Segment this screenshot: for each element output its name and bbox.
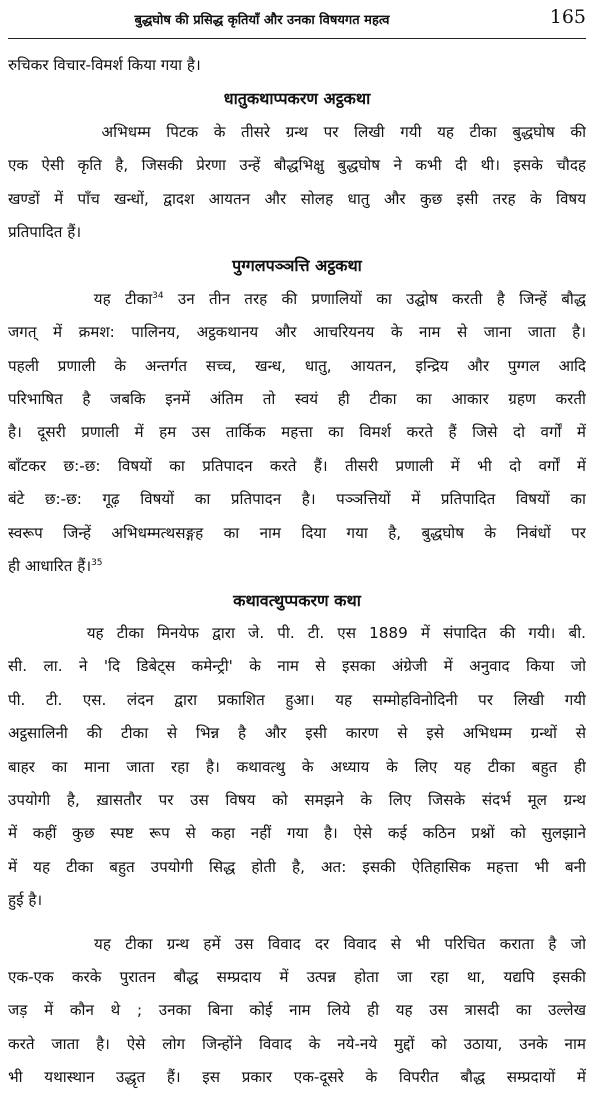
text-line: में कहीं कुछ स्पष्ट रूप से कहा नहीं गया है। ऐसे कई कठिन प्रश्नों को सुलझाने <box>8 824 586 843</box>
running-header-title: बुद्धघोष की प्रसिद्ध कृतियाँ और उनका विषयगत महत्व <box>134 13 390 28</box>
text-line: अभिधम्म पिटक के तीसरे ग्रन्थ पर लिखी गयी यह टीका बुद्धघोष की <box>8 122 586 141</box>
text-line: यह टीका ग्रन्थ हमें उस विवाद दर विवाद से भी परिचित कराता है जो <box>8 934 586 953</box>
footnote-marker: 35 <box>91 558 103 569</box>
text-line: जड़ में कौन थे ; उनका बिना कोई नाम लिये ही यह उस त्रासदी का उल्लेख <box>8 1001 586 1020</box>
text-line-part: यह टीका <box>8 289 153 308</box>
text-line: उपयोगी है, ख़ासतौर पर उस विषय को समझने के लिए जिसके संदर्भ मूल ग्रन्थ <box>8 790 586 809</box>
text-line: अट्ठसालिनी की टीका से भिन्न है और इसी कारण से इसे अभिधम्म ग्रन्थों से <box>8 724 586 743</box>
text-line: करते जाता है। ऐसे लोग जिन्होंने विवाद के नये-नये मुद्दों को उठाया, उनके नाम <box>8 1034 586 1053</box>
text-line: है। दूसरी प्रणाली में हम उस तार्किक महत्ता का विमर्श करते हैं जिसे दो वर्गों में <box>8 423 586 442</box>
running-header <box>8 0 586 39</box>
text-line: एक ऐसी कृति है, जिसकी प्रेरणा उन्हें बौद्धभिक्षु बुद्धघोष ने कभी दी थी। इसके चौदह <box>8 156 586 175</box>
text-line: भी यथास्थान उद्धृत हैं। इस प्रकार एक-दूसरे के विपरीत बौद्ध सम्प्रदायों में <box>8 1068 586 1087</box>
text-line: रुचिकर विचार-विमर्श किया गया है। <box>8 56 201 74</box>
text-line: हुई है। <box>8 891 43 910</box>
page-body <box>8 39 586 1095</box>
text-line: खण्डों में पाँच खन्धों, द्वादश आयतन और सोलह धातु और कुछ इसी तरह के विषय <box>8 189 586 208</box>
text-line <box>8 283 586 316</box>
paragraph-gap <box>8 918 586 928</box>
text-line: पी. टी. एस. लंदन द्वारा प्रकाशित हुआ। यह सम्मोहविनोदिनी पर लिखी गयी <box>8 690 586 709</box>
text-line-part: ही आधारित हैं। <box>8 557 92 576</box>
section-heading: पुग्गलपञ्ञत्ति अट्ठकथा <box>232 256 362 276</box>
text-line-part: उन तीन तरह की प्रणालियों का उद्घोष करती है जिन्हें बौद्ध <box>163 289 586 308</box>
section-heading: धातुकथाप्पकरण अट्ठकथा <box>223 89 371 109</box>
text-line: बाँटकर छ:-छ: विषयों का प्रतिपादन करते हैं। तीसरी प्रणाली में भी दो वर्गों में <box>8 456 586 475</box>
section-heading: कथावत्थुप्पकरण कथा <box>233 590 361 610</box>
text-line: बंटे छ:-छ: गूढ़ विषयों का प्रतिपादन है। पञ्ञत्तियों में प्रतिपादित विषयों का <box>8 490 586 509</box>
text-line: स्वरूप जिन्हें अभिधम्मत्थसङ्गह का नाम दिया गया है, बुद्धघोष के निबंधों पर <box>8 523 586 542</box>
text-line: प्रतिपादित हैं। <box>8 223 82 242</box>
text-line: जगत् में क्रमश: पालिनय, अट्ठकथानय और आचरियनय के नाम से जाना जाता है। <box>8 323 586 342</box>
text-line: परिभाषित है जबकि इनमें अंतिम तो स्वयं ही टीका का आकार ग्रहण करती <box>8 390 586 409</box>
text-line: बाहर का माना जाता रहा है। कथावत्थु के अध्याय के लिए यह टीका बहुत ही <box>8 757 586 776</box>
text-line: में यह टीका बहुत उपयोगी सिद्ध होती है, अत: इसकी ऐतिहासिक महत्ता भी बनी <box>8 857 586 876</box>
text-line: यह टीका मिनयेफ द्वारा जे. पी. टी. एस 1889 में संपादित की गयी। बी. <box>8 623 586 642</box>
text-line <box>8 550 586 583</box>
text-line: पहली प्रणाली के अन्तर्गत सच्च, खन्ध, धातु, आयतन, इन्द्रिय और पुग्गल आदि <box>8 356 586 375</box>
page-number: 165 <box>549 6 586 28</box>
footnote-marker: 34 <box>152 290 164 301</box>
text-line: एक-एक करके पुरातन बौद्ध सम्प्रदाय में उत्पन्न होता जा रहा था, यद्यपि इसकी <box>8 967 586 986</box>
text-line: सी. ला. ने 'दि डिबेट्स कमेन्ट्री' के नाम से इसका अंग्रेजी में अनुवाद किया जो <box>8 657 586 676</box>
